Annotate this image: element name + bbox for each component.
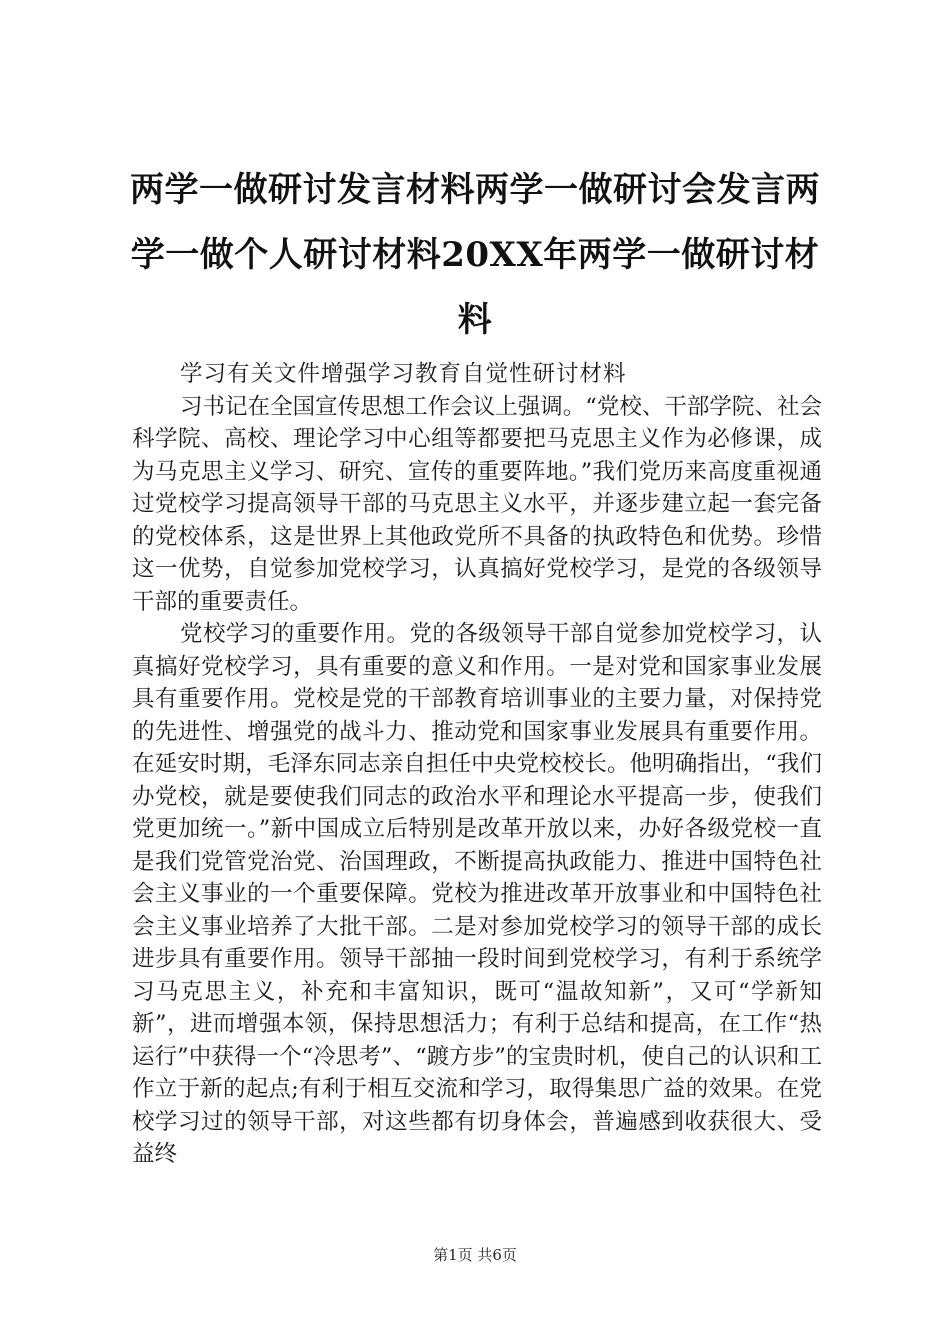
document-body [132,358,822,1171]
body-paragraph-1: 习书记在全国宣传思想工作会议上强调。“党校、干部学院、社会科学院、高校、理论学习中心组等都要把马克思主义作为必修课，成为马克思主义学习、研究、宣传的重要阵地。”我们党历来高度重视通过党校学习提高领导干部的马克思主义水平，并逐步建立起一套完备的党校体系，这是世界上其他政党所不具备的执政特色和优势。珍惜这一优势，自觉参加党校学习，认真搞好党校学习，是党的各级领导干部的重要责任。 [132,393,822,615]
body-paragraph-2: 党校学习的重要作用。党的各级领导干部自觉参加党校学习，认真搞好党校学习，具有重要的意义和作用。一是对党和国家事业发展具有重要作用。党校是党的干部教育培训事业的主要力量，对保持党的先进性、增强党的战斗力、推动党和国家事业发展具有重要作用。在延安时期，毛泽东同志亲自担任中央党校校长。他明确指出，“我们办党校，就是要使我们同志的政治水平和理论水平提高一步，使我们党更加统一。”新中国成立后特别是改革开放以来，办好各级党校一直是我们党管党治党、治国理政，不断提高执政能力、推进中国特色社会主义事业的一个重要保障。党校为推进改革开放事业和中国特色社会主义事业培养了大批干部。二是对参加党校学习的领导干部的成长进步具有重要作用。领导干部抽一段时间到党校学习，有利于系统学习马克思主义，补充和丰富知识，既可“温故知新”，又可“学新知新”，进而增强本领，保持思想活力；有利于总结和提高，在工作“热运行”中获得一个“冷思考”、“踱方步”的宝贵时机，使自己的认识和工作立于新的起点;有利于相互交流和学习，取得集思广益的效果。在党校学习过的领导干部，对这些都有切身体会，普遍感到收获很大、受益终 [132,621,822,1167]
document-subheading: 学习有关文件增强学习教育自觉性研讨材料 [180,361,627,387]
document-title: 两学一做研讨发言材料两学一做研讨会发言两学一做个人研讨材料20XX年两学一做研讨材料 [130,170,820,340]
page-number-footer: 第1页 共6页 [433,1246,517,1264]
